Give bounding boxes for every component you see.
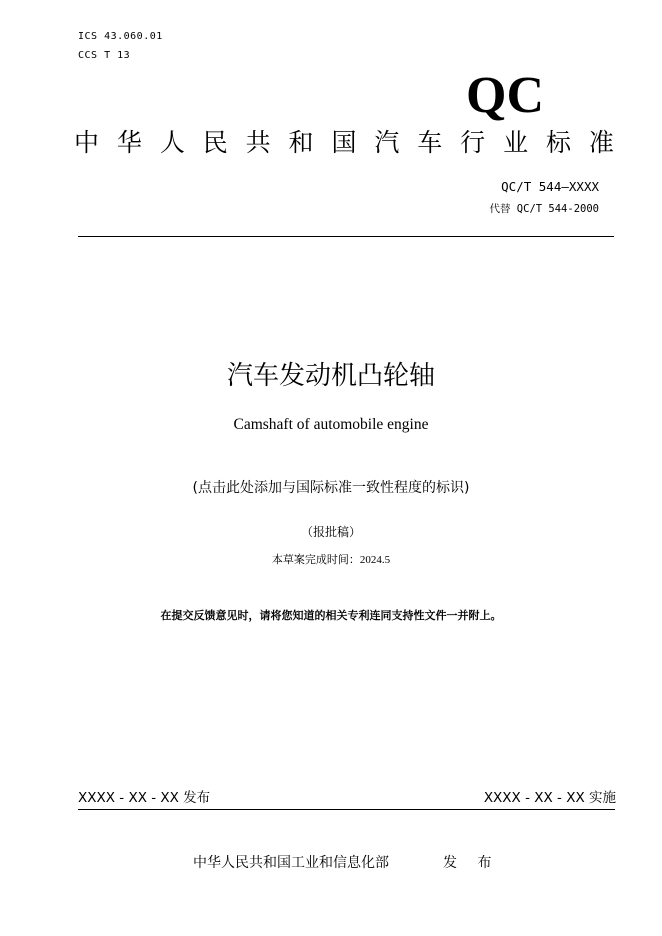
document-title-cn: 汽车发动机凸轮轴 [226, 361, 435, 391]
draft-stage: （报批稿） [300, 525, 361, 539]
header-divider [78, 236, 614, 237]
standard-number: QC/T 544—XXXX [501, 179, 599, 194]
industry-title-char: 人 [159, 128, 185, 157]
consistency-mark: (点击此处添加与国际标准一致性程度的标识) [192, 480, 470, 496]
qc-logo: QC [466, 67, 544, 124]
ics-code: ICS 43.060.01 [78, 31, 163, 42]
industry-title-char: 华 [116, 128, 142, 157]
publish-label: 发 布 [443, 855, 500, 871]
industry-title-char: 准 [588, 128, 614, 157]
footer-divider [78, 809, 615, 810]
industry-title-char: 业 [503, 128, 529, 157]
industry-title-char: 标 [545, 128, 571, 157]
document-title-en: Camshaft of automobile engine [233, 416, 429, 433]
completion-time: 本草案完成时间：2024.5 [271, 554, 391, 566]
industry-title-char: 国 [331, 128, 357, 157]
industry-title-char: 汽 [374, 128, 400, 157]
implementation-date: XXXX - XX - XX 实施 [483, 790, 616, 806]
replaces-standard: 代替 QC/T 544-2000 [489, 203, 599, 215]
industry-title-char: 民 [202, 128, 228, 157]
industry-title-char: 中 [74, 128, 100, 157]
industry-standard-title [74, 126, 614, 160]
issue-date: XXXX - XX - XX 发布 [78, 790, 211, 806]
publisher: 中华人民共和国工业和信息化部 [193, 855, 389, 871]
industry-title-char: 共 [245, 128, 271, 157]
industry-title-char: 车 [417, 128, 443, 157]
ccs-code: CCS T 13 [78, 50, 131, 61]
patent-notice: 在提交反馈意见时，请将您知道的相关专利连同支持性文件一并附上。 [160, 609, 502, 622]
industry-title-char: 和 [288, 128, 314, 157]
industry-title-char: 行 [460, 128, 486, 157]
